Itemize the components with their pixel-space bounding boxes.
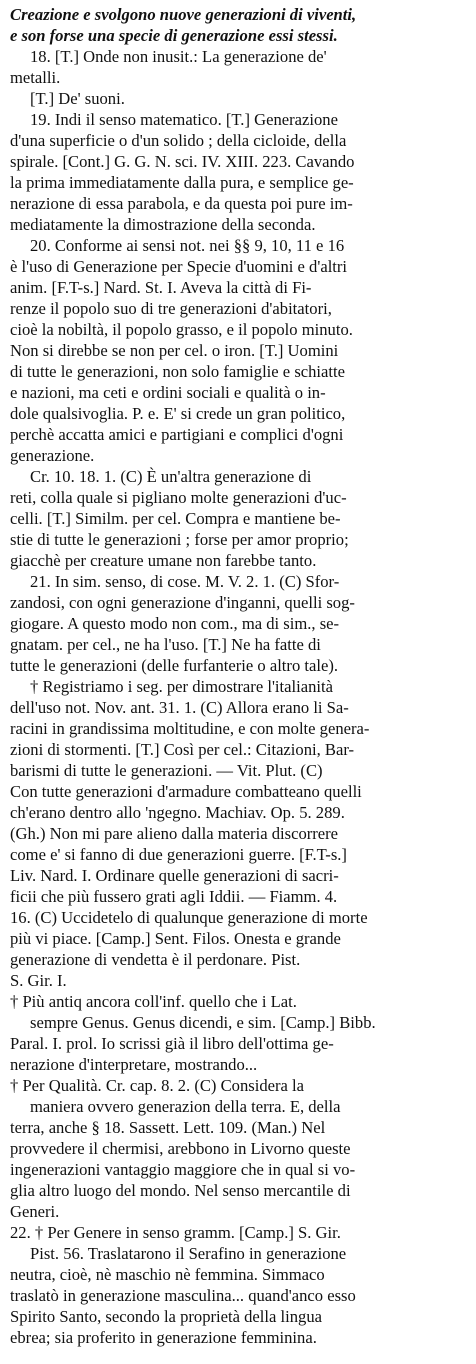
text-line: nerazione d'interpretare, mostrando... xyxy=(10,1055,258,1074)
text-line: renze il popolo suo di tre generazioni d'abitatori, xyxy=(10,299,332,318)
text-line: celli. [T.] Similm. per cel. Compra e mantiene be- xyxy=(10,509,341,528)
text-line: provvedere il chermisi, arebbono in Livorno queste xyxy=(10,1139,351,1158)
text-line: Con tutte generazioni d'armadure combatteano quelli xyxy=(10,782,362,801)
text-line: 18. [T.] Onde non inusit.: La generazione de' xyxy=(30,47,327,66)
text-line: di tutte le generazioni, non solo famiglie e schiatte xyxy=(10,362,345,381)
text-line: [T.] De' suoni. xyxy=(30,89,125,108)
text-line: dole qualsivoglia. P. e. E' si crede un gran politico, xyxy=(10,404,346,423)
text-line: traslatò in generazione masculina... quand'anco esso xyxy=(10,1286,356,1305)
text-line: terra, anche § 18. Sassett. Lett. 109. (Man.) Nel xyxy=(10,1118,326,1137)
text-line: 16. (C) Uccidetelo di qualunque generazione di morte xyxy=(10,908,368,927)
text-line: 21. In sim. senso, di cose. M. V. 2. 1. (C) Sfor- xyxy=(30,572,340,591)
text-line: Cr. 10. 18. 1. (C) È un'altra generazione di xyxy=(30,467,312,486)
text-line: la prima immediatamente dalla pura, e semplice ge- xyxy=(10,173,354,192)
text-line: tutte le generazioni (delle furfanterie o altro tale). xyxy=(10,656,339,675)
text-line: ingenerazioni vantaggio maggiore che in qual si vo- xyxy=(10,1160,356,1179)
text-line: e son forse una specie di generazione essi stessi. xyxy=(10,26,338,45)
text-line: ebrea; sia proferito in generazione femminina. xyxy=(10,1328,317,1347)
text-line: † Per Qualità. Cr. cap. 8. 2. (C) Considera la xyxy=(10,1076,305,1095)
text-line: come e' si fanno di due generazioni guerre. [F.T-s.] xyxy=(10,845,347,864)
text-line: Generi. xyxy=(10,1202,60,1221)
text-line: neutra, cioè, nè maschio nè femmina. Simmaco xyxy=(10,1265,325,1284)
text-line: Paral. I. prol. Io scrissi già il libro dell'ottima ge- xyxy=(10,1034,334,1053)
text-line: nerazione di essa parabola, e da questa poi pure im- xyxy=(10,194,353,213)
text-line: generazione. xyxy=(10,446,95,465)
text-line: stie di tutte le generazioni ; forse per amor proprio; xyxy=(10,530,349,549)
text-line: Pist. 56. Traslatarono il Serafino in generazione xyxy=(30,1244,347,1263)
text-line: reti, colla quale si pigliano molte generazioni d'uc- xyxy=(10,488,347,507)
text-line: giacchè per creature umane non farebbe tanto. xyxy=(10,551,317,570)
text-line: Creazione e svolgono nuove generazioni di viventi, xyxy=(10,5,357,24)
text-line: perchè accatta amici e partigiani e complici d'ogni xyxy=(10,425,344,444)
text-line: spirale. [Cont.] G. G. N. sci. IV. XIII. 223. Cavando xyxy=(10,152,355,171)
text-line: anim. [F.T-s.] Nard. St. I. Aveva la città di Fi- xyxy=(10,278,312,297)
text-line: cioè la nobiltà, il popolo grasso, e il popolo minuto. xyxy=(10,320,353,339)
text-line: e nazioni, ma ceti e ordini sociali e qualità o in- xyxy=(10,383,326,402)
text-line: giogare. A questo modo non com., ma di sim., se- xyxy=(10,614,340,633)
text-line: zioni di stormenti. [T.] Così per cel.: Citazioni, Bar- xyxy=(10,740,355,759)
text-line: ch'erano dentro allo 'ngegno. Machiav. Op. 5. 289. xyxy=(10,803,345,822)
text-line: 22. † Per Genere in senso gramm. [Camp.] S. Gir. xyxy=(10,1223,341,1242)
text-line: glia altro luogo del mondo. Nel senso mercantile di xyxy=(10,1181,351,1200)
text-line: racini in grandissima moltitudine, e con molte genera- xyxy=(10,719,370,738)
text-line: barismi di tutte le generazioni. — Vit. Plut. (C) xyxy=(10,761,323,780)
text-line: Spirito Santo, secondo la proprietà della lingua xyxy=(10,1307,322,1326)
text-line: Non si direbbe se non per cel. o iron. [T.] Uomini xyxy=(10,341,339,360)
text-line: S. Gir. I. xyxy=(10,971,67,990)
text-line: più vi piace. [Camp.] Sent. Filos. Onesta e grande xyxy=(10,929,341,948)
text-line: † Registriamo i seg. per dimostrare l'italianità xyxy=(30,677,333,696)
text-line: è l'uso di Generazione per Specie d'uomini e d'altri xyxy=(10,257,348,276)
text-line: mediatamente la dimostrazione della seconda. xyxy=(10,215,316,234)
text-line: ficii che più fussero grati agli Iddii. — Fiamm. 4. xyxy=(10,887,338,906)
text-line: zandosi, con ogni generazione d'inganni, quelli sog- xyxy=(10,593,355,612)
text-line: (Gh.) Non mi pare alieno dalla materia discorrere xyxy=(10,824,339,843)
text-line: † Più antiq ancora coll'inf. quello che i Lat. xyxy=(10,992,297,1011)
text-line: gnatam. per cel., ne ha l'uso. [T.] Ne ha fatte di xyxy=(10,635,321,654)
text-line: 19. Indi il senso matematico. [T.] Generazione xyxy=(30,110,338,129)
text-line: d'una superficie o d'un solido ; della cicloide, della xyxy=(10,131,347,150)
text-line: 20. Conforme ai sensi not. nei §§ 9, 10, 11 e 16 xyxy=(30,236,345,255)
text-line: generazione di vendetta è il perdonare. Pist. xyxy=(10,950,301,969)
text-line: dell'uso not. Nov. ant. 31. 1. (C) Allora erano li Sa- xyxy=(10,698,349,717)
text-line: sempre Genus. Genus dicendi, e sim. [Camp.] Bibb. xyxy=(30,1013,376,1032)
text-line: Liv. Nard. I. Ordinare quelle generazioni di sacri- xyxy=(10,866,339,885)
text-line: maniera ovvero generazion della terra. E, della xyxy=(30,1097,341,1116)
text-line: metalli. xyxy=(10,68,61,87)
